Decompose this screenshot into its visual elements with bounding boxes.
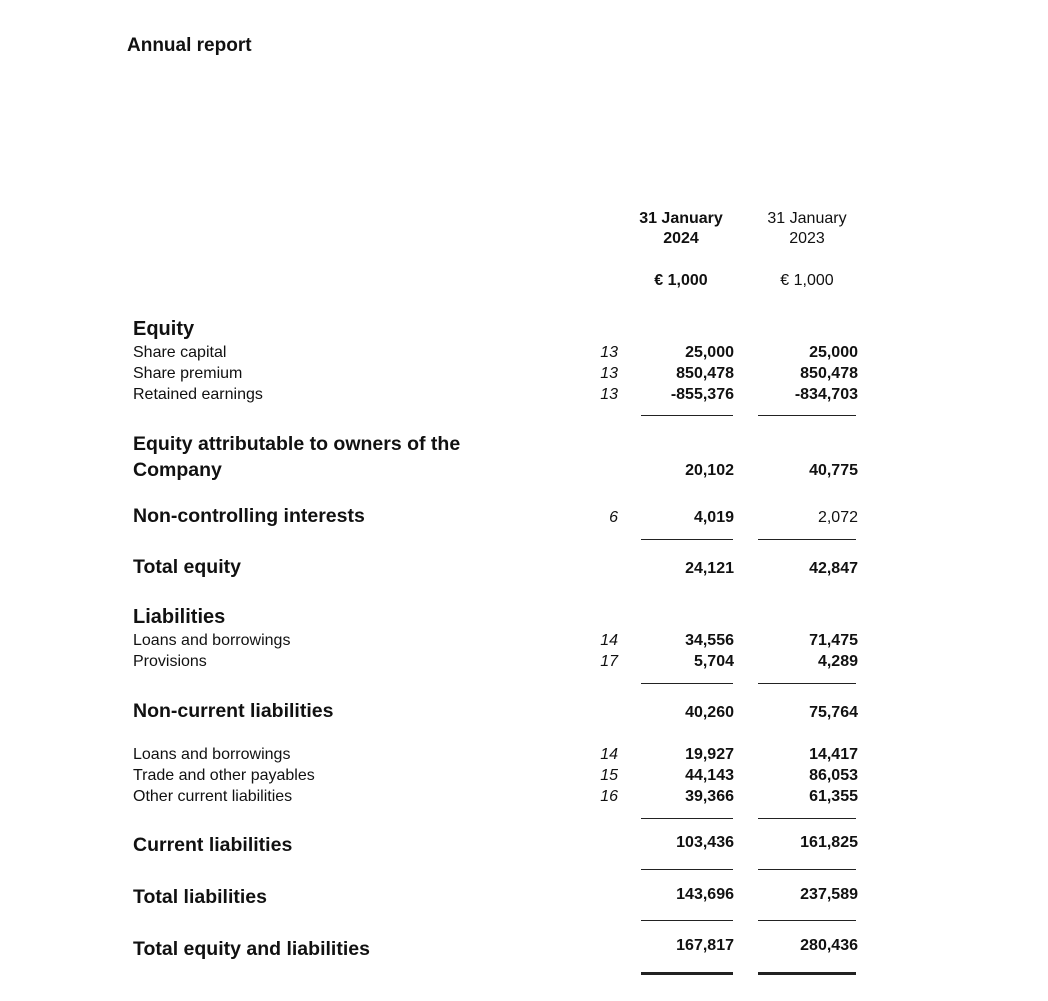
value-2023: -834,703 <box>794 386 858 403</box>
value-2024: 103,436 <box>676 834 734 851</box>
row-label-total-liabilities: Total liabilities <box>133 886 267 908</box>
value-2023: 25,000 <box>809 344 858 361</box>
subtotal-rule <box>758 920 856 921</box>
value-2024: 850,478 <box>676 365 734 382</box>
section-heading-liabilities: Liabilities <box>133 606 226 628</box>
note-ref: 14 <box>600 746 618 763</box>
value-2023: 40,775 <box>809 462 858 479</box>
row-label: Provisions <box>133 653 207 670</box>
row-label-total-equity: Total equity <box>133 556 241 578</box>
double-rule <box>641 972 733 975</box>
subtotal-rule <box>641 539 733 540</box>
column-year: 2023 <box>789 230 825 247</box>
row-label-attributable: Equity attributable to owners of the <box>133 433 461 455</box>
note-ref: 6 <box>609 509 618 526</box>
value-2024: 19,927 <box>685 746 734 763</box>
note-ref: 13 <box>600 386 618 403</box>
value-2024: 40,260 <box>685 704 734 721</box>
subtotal-rule <box>641 818 733 819</box>
value-2023: 75,764 <box>809 704 858 721</box>
column-date: 31 January <box>639 210 723 227</box>
subtotal-rule <box>758 415 856 416</box>
value-2024: 20,102 <box>685 462 734 479</box>
value-2024: 167,817 <box>676 937 734 954</box>
column-unit-2023: € 1,000 <box>780 272 834 289</box>
subtotal-rule <box>758 539 856 540</box>
value-2024: 143,696 <box>676 886 734 903</box>
row-label: Loans and borrowings <box>133 746 291 763</box>
value-2023: 86,053 <box>809 767 858 784</box>
subtotal-rule <box>758 869 856 870</box>
value-2024: 34,556 <box>685 632 734 649</box>
row-label: Share capital <box>133 344 227 361</box>
column-unit-2024: € 1,000 <box>654 272 708 289</box>
value-2023: 237,589 <box>800 886 858 903</box>
column-header-2024 <box>621 209 741 249</box>
row-label-noncurrent-total: Non-current liabilities <box>133 700 334 722</box>
row-label: Loans and borrowings <box>133 632 291 649</box>
note-ref: 16 <box>600 788 618 805</box>
value-2023: 61,355 <box>809 788 858 805</box>
column-header-2023 <box>747 209 867 249</box>
value-2023: 14,417 <box>809 746 858 763</box>
subtotal-rule <box>758 818 856 819</box>
row-label: Trade and other payables <box>133 767 315 784</box>
value-2024: 39,366 <box>685 788 734 805</box>
value-2024: 25,000 <box>685 344 734 361</box>
row-label-current-total: Current liabilities <box>133 834 293 856</box>
subtotal-rule <box>641 869 733 870</box>
value-2023: 850,478 <box>800 365 858 382</box>
row-label-nci: Non-controlling interests <box>133 505 365 527</box>
subtotal-rule <box>641 415 733 416</box>
row-label: Retained earnings <box>133 386 263 403</box>
value-2023: 280,436 <box>800 937 858 954</box>
row-label: Share premium <box>133 365 243 382</box>
row-label-grand-total: Total equity and liabilities <box>133 938 370 960</box>
note-ref: 15 <box>600 767 618 784</box>
column-date: 31 January <box>767 210 847 227</box>
value-2024: 44,143 <box>685 767 734 784</box>
value-2023: 71,475 <box>809 632 858 649</box>
value-2024: 24,121 <box>685 560 734 577</box>
double-rule <box>758 972 856 975</box>
value-2023: 2,072 <box>817 509 858 526</box>
value-2023: 42,847 <box>809 560 858 577</box>
page-title: Annual report <box>127 35 252 56</box>
row-label: Other current liabilities <box>133 788 293 805</box>
value-2023: 161,825 <box>800 834 858 851</box>
value-2024: -855,376 <box>670 386 734 403</box>
subtotal-rule <box>641 920 733 921</box>
value-2023: 4,289 <box>817 653 858 670</box>
column-year: 2024 <box>663 230 699 247</box>
subtotal-rule <box>758 683 856 684</box>
row-label-attributable-cont: Company <box>133 459 222 481</box>
note-ref: 13 <box>600 344 618 361</box>
value-2024: 4,019 <box>693 509 734 526</box>
note-ref: 13 <box>600 365 618 382</box>
note-ref: 14 <box>600 632 618 649</box>
section-heading-equity: Equity <box>133 318 195 340</box>
value-2024: 5,704 <box>693 653 734 670</box>
subtotal-rule <box>641 683 733 684</box>
note-ref: 17 <box>600 653 618 670</box>
